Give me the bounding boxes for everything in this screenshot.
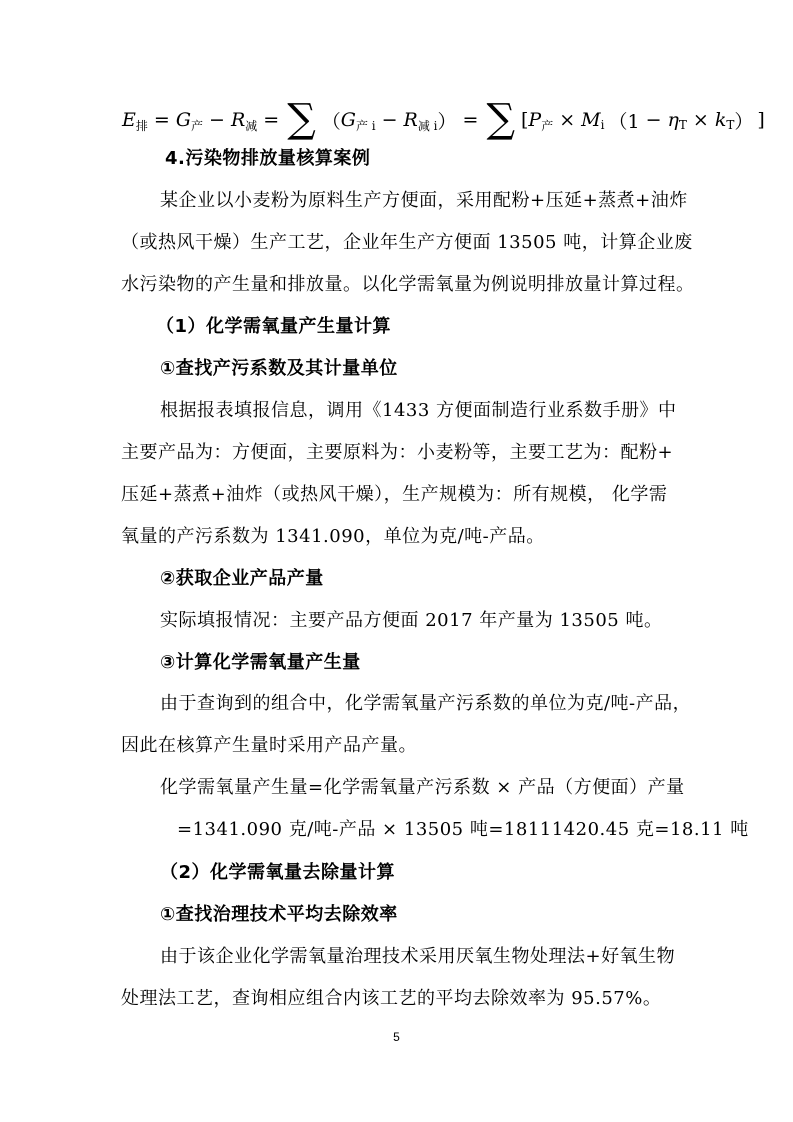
formula-term2-k: k (714, 109, 727, 131)
formula-eq1: = (153, 109, 170, 131)
formula-g-sub: 产 (191, 118, 204, 133)
formula-term2-m-sub: i (600, 118, 605, 132)
equation-line: =1341.090 克/吨-产品 × 13505 吨=18111420.45 克=18.11 吨 (177, 819, 749, 840)
subsection-heading-1: （1）化学需氧量产生量计算 (156, 316, 392, 337)
formula-term2-m: M (581, 109, 601, 131)
step-heading: ③计算化学需氧量产生量 (160, 652, 361, 673)
formula-term2-times1: × (559, 109, 576, 131)
formula-term1-minus: − (381, 109, 398, 131)
paragraph-line: 由于该企业化学需氧量治理技术采用厌氧生物处理法+好氧生物 (160, 946, 676, 967)
formula-term1-g-sub: 产 i (355, 118, 376, 133)
formula-term2-p: P (528, 109, 542, 131)
formula-term2-close: ] (757, 109, 765, 131)
formula-term2-open: [ (521, 109, 529, 131)
paragraph-line: 某企业以小麦粉为原料生产方便面，采用配粉+压延+蒸煮+油炸 (160, 190, 688, 211)
paragraph-line: 实际填报情况：主要产品方便面 2017 年产量为 13505 吨。 (160, 610, 663, 631)
formula-term2-eta: η (667, 109, 679, 131)
formula-term2-paren-open: （1 (608, 110, 640, 133)
paragraph-line: 由于查询到的组合中，化学需氧量产污系数的单位为克/吨-产品， (160, 693, 692, 714)
formula-term1-close: ） (437, 110, 457, 133)
formula-eq2: = (263, 109, 280, 131)
paragraph-line: 根据报表填报信息，调用《1433 方便面制造行业系数手册》中 (160, 400, 677, 421)
formula-term1-open: （ (321, 110, 341, 133)
paragraph-line: 氧量的产污系数为 1341.090，单位为克/吨-产品。 (121, 526, 545, 547)
formula-term2-k-sub: T (726, 118, 735, 132)
paragraph-line: 处理法工艺，查询相应组合内该工艺的平均去除效率为 95.57%。 (121, 988, 662, 1009)
paragraph-line: 主要产品为：方便面，主要原料为：小麦粉等，主要工艺为：配粉+ (121, 442, 674, 463)
formula-term1-g: G (340, 109, 356, 131)
formula-sum2: ∑ (486, 96, 515, 142)
section-heading-4: 4.污染物排放量核算案例 (165, 148, 371, 169)
formula-e: E (122, 109, 136, 131)
paragraph-line: 压延+蒸煮+油炸（或热风干燥），生产规模为：所有规模， 化学需 (121, 484, 668, 505)
step-heading: ①查找治理技术平均去除效率 (160, 904, 398, 925)
formula-g: G (175, 109, 191, 131)
step-heading: ①查找产污系数及其计量单位 (160, 358, 398, 379)
emission-formula (122, 96, 765, 142)
formula-r: R (230, 109, 246, 131)
formula-term2-times2: × (692, 109, 709, 131)
formula-term1-r-sub: 减 i (417, 118, 438, 133)
page-number: 5 (393, 1030, 400, 1044)
formula-r-sub: 减 (245, 118, 258, 133)
paragraph-line: （或热风干燥）生产工艺，企业年生产方便面 13505 吨，计算企业废 (121, 232, 693, 253)
formula-sum1: ∑ (287, 96, 316, 142)
formula-term2-p-sub: 产 (541, 118, 554, 133)
formula-term2-paren-close: ） (734, 110, 754, 133)
formula-e-sub: 排 (135, 118, 148, 133)
paragraph-line: 水污染物的产生量和排放量。以化学需氧量为例说明排放量计算过程。 (121, 274, 695, 295)
formula-eq3: = (462, 109, 479, 131)
paragraph-line: 因此在核算产生量时采用产品产量。 (121, 735, 417, 756)
formula-term2-eta-sub: T (678, 118, 687, 132)
step-heading: ②获取企业产品产量 (160, 568, 324, 589)
subsection-heading-2: （2）化学需氧量去除量计算 (160, 862, 396, 883)
formula-term1-r: R (403, 109, 418, 131)
formula-term2-minus: − (645, 109, 662, 131)
formula-minus1: − (209, 109, 225, 131)
equation-line: 化学需氧量产生量=化学需氧量产污系数 × 产品（方便面）产量 (160, 777, 685, 798)
